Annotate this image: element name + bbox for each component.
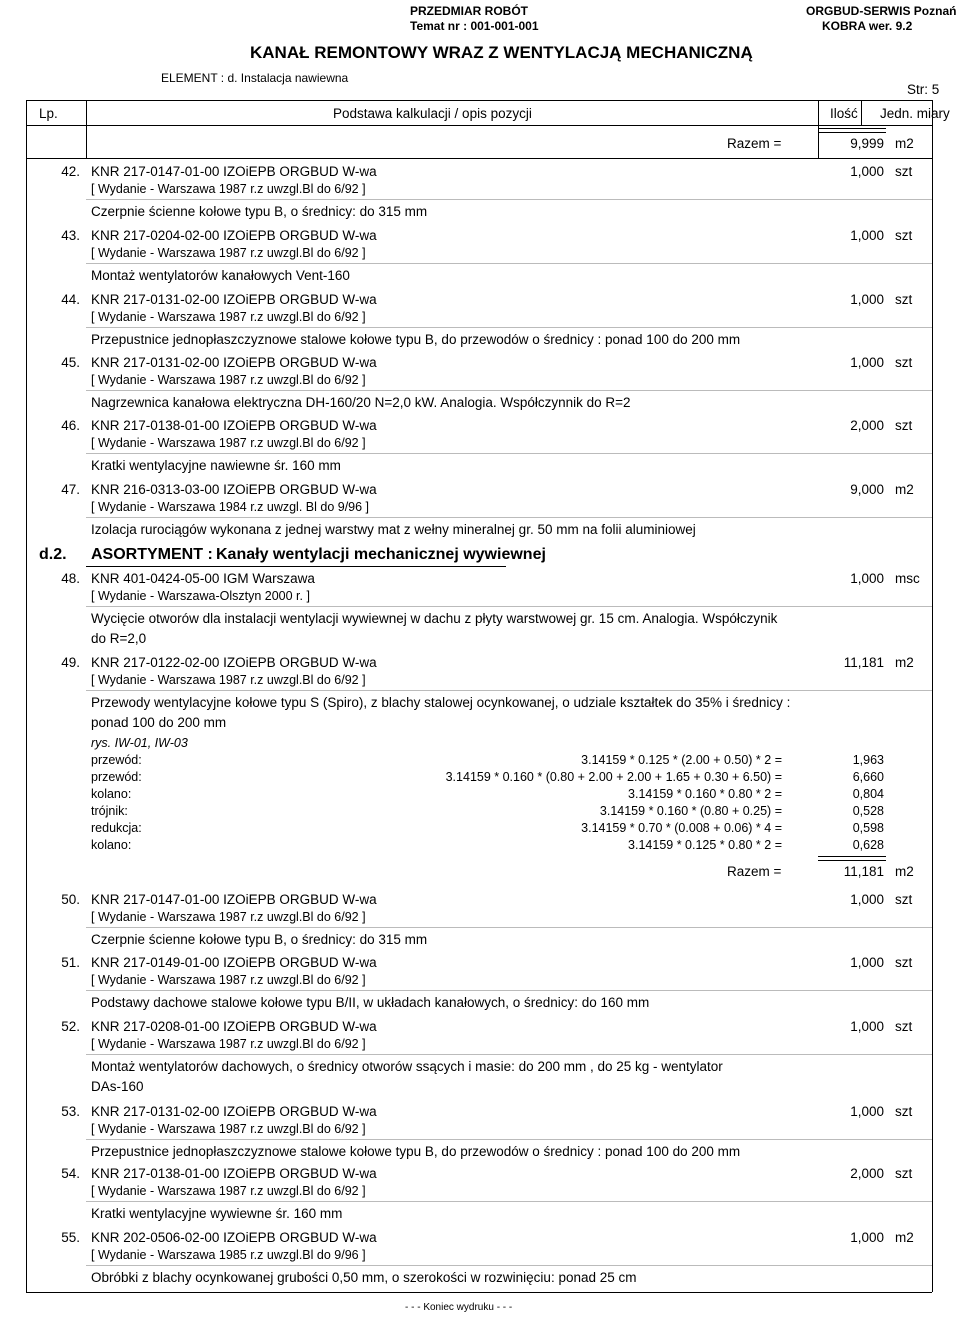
item-quantity: 2,000: [850, 418, 884, 433]
section-title: Kanały wentylacji mechanicznej wywiewnej: [216, 546, 546, 563]
item-separator: [86, 927, 932, 928]
topic-number: Temat nr : 001-001-001: [410, 19, 539, 33]
item-number: 46.: [61, 418, 80, 433]
item-number: 51.: [61, 955, 80, 970]
item-reference: [ Wydanie - Warszawa 1987 r.z uwzgl.Bl do 6/92 ]: [91, 1184, 366, 1198]
item-description: Czerpnie ścienne kołowe typu B, o średnicy: do 315 mm: [91, 932, 428, 947]
item-number: 45.: [61, 355, 80, 370]
calc-label: przewód:: [91, 753, 142, 767]
item-separator: [86, 327, 932, 328]
item-separator: [86, 1139, 932, 1140]
item-separator: [86, 453, 932, 454]
razem-unit: m2: [895, 864, 914, 879]
item-number: 55.: [61, 1230, 80, 1245]
item-separator: [86, 690, 932, 691]
razem-label: Razem =: [727, 864, 782, 879]
item-code: KNR 217-0138-01-00 IZOiEPB ORGBUD W-wa: [91, 1166, 377, 1181]
calc-label: kolano:: [91, 787, 132, 801]
item-separator: [86, 1054, 932, 1055]
item-quantity: 9,000: [850, 482, 884, 497]
item-description: Kratki wentylacyjne nawiewne śr. 160 mm: [91, 458, 341, 473]
item-number: 47.: [61, 482, 80, 497]
item-description: Montaż wentylatorów kanałowych Vent-160: [91, 268, 350, 283]
calc-formula: 3.14159 * 0.125 * 0.80 * 2 =: [628, 838, 782, 852]
item-description: Obróbki z blachy ocynkowanej grubości 0,50 mm, o szerokości w rozwinięciu: ponad 25 cm: [91, 1270, 637, 1285]
item-reference: [ Wydanie - Warszawa 1985 r.z uwzgl.Bl do 9/96 ]: [91, 1248, 366, 1262]
calc-formula: 3.14159 * 0.160 * (0.80 + 0.25) =: [599, 804, 782, 818]
item-description: Izolacja rurociągów wykonana z jednej warstwy mat z wełny mineralnej gr. 50 mm na folii aluminiowej: [91, 522, 696, 537]
col-unit: Jedn. miary: [880, 106, 950, 121]
item-reference: [ Wydanie - Warszawa 1987 r.z uwzgl.Bl do 6/92 ]: [91, 1122, 366, 1136]
item-code: KNR 217-0147-01-00 IZOiEPB ORGBUD W-wa: [91, 164, 377, 179]
item-reference: [ Wydanie - Warszawa 1987 r.z uwzgl.Bl do 6/92 ]: [91, 436, 366, 450]
item-code: KNR 216-0313-03-00 IZOiEPB ORGBUD W-wa: [91, 482, 377, 497]
item-number: 49.: [61, 655, 80, 670]
calc-label: trójnik:: [91, 804, 128, 818]
item-description: Wycięcie otworów dla instalacji wentylacji wywiewnej w dachu z płyty warstwowej gr. 15 cm. Analogia. Współczynik: [91, 611, 778, 626]
item-unit: m2: [895, 482, 914, 497]
item-description: Czerpnie ścienne kołowe typu B, o średnicy: do 315 mm: [91, 204, 428, 219]
razem-top-label: Razem =: [727, 136, 782, 151]
razem-value: 11,181: [843, 864, 884, 879]
item-number: 52.: [61, 1019, 80, 1034]
item-unit: szt: [895, 955, 913, 970]
calc-value: 1,963: [852, 753, 884, 767]
calc-formula: 3.14159 * 0.160 * (0.80 + 2.00 + 2.00 + 1.65 + 0.30 + 6.50) =: [445, 770, 782, 784]
item-code: KNR 217-0149-01-00 IZOiEPB ORGBUD W-wa: [91, 955, 377, 970]
item-description: Nagrzewnica kanałowa elektryczna DH-160/20 N=2,0 kW. Analogia. Współczynnik do R=2: [91, 395, 631, 410]
section-number: d.2.: [39, 546, 67, 563]
item-code: KNR 217-0131-02-00 IZOiEPB ORGBUD W-wa: [91, 355, 377, 370]
item-separator: [86, 199, 932, 200]
item-code: KNR 217-0131-02-00 IZOiEPB ORGBUD W-wa: [91, 1104, 377, 1119]
item-quantity: 1,000: [850, 955, 884, 970]
item-unit: szt: [895, 418, 913, 433]
item-unit: szt: [895, 1019, 913, 1034]
item-description: Przepustnice jednopłaszczyznowe stalowe kołowe typu B, do przewodów o średnicy : ponad 100 do 200 mm: [91, 332, 741, 347]
item-unit: m2: [895, 655, 914, 670]
item-separator: [86, 990, 932, 991]
item-number: 42.: [61, 164, 80, 179]
razem-top-value: 9,999: [850, 136, 884, 151]
calc-value: 0,528: [852, 804, 884, 818]
item-quantity: 2,000: [850, 1166, 884, 1181]
item-number: 54.: [61, 1166, 80, 1181]
drawing-reference: rys. IW-01, IW-03: [91, 736, 188, 750]
item-unit: szt: [895, 355, 913, 370]
item-number: 44.: [61, 292, 80, 307]
item-separator: [86, 1201, 932, 1202]
item-unit: szt: [895, 164, 913, 179]
item-description: Przepustnice jednopłaszczyznowe stalowe kołowe typu B, do przewodów o średnicy : ponad 100 do 200 mm: [91, 1144, 741, 1159]
item-reference: [ Wydanie - Warszawa 1987 r.z uwzgl.Bl do 6/92 ]: [91, 182, 366, 196]
item-code: KNR 401-0424-05-00 IGM Warszawa: [91, 571, 315, 586]
item-quantity: 1,000: [850, 571, 884, 586]
calc-value: 0,628: [852, 838, 884, 852]
item-quantity: 1,000: [850, 892, 884, 907]
item-separator: [86, 517, 932, 518]
item-reference: [ Wydanie - Warszawa 1987 r.z uwzgl.Bl do 6/92 ]: [91, 673, 366, 687]
item-quantity: 1,000: [850, 228, 884, 243]
item-quantity: 1,000: [850, 1104, 884, 1119]
col-basis: Podstawa kalkulacji / opis pozycji: [333, 106, 532, 121]
item-description: DAs-160: [91, 1079, 144, 1094]
element-label: ELEMENT : d. Instalacja nawiewna: [161, 71, 349, 85]
calc-label: przewód:: [91, 770, 142, 784]
item-code: KNR 202-0506-02-00 IZOiEPB ORGBUD W-wa: [91, 1230, 377, 1245]
end-of-print: - - - Koniec wydruku - - -: [405, 1302, 513, 1313]
item-separator: [86, 606, 932, 607]
software-version: KOBRA wer. 9.2: [822, 19, 913, 33]
item-description: do R=2,0: [91, 631, 147, 646]
calc-value: 0,598: [852, 821, 884, 835]
item-description: Przewody wentylacyjne kołowe typu S (Spiro), z blachy stalowej ocynkowanej, o udziale kształtek do 35% i średnicy :: [91, 695, 791, 710]
item-code: KNR 217-0138-01-00 IZOiEPB ORGBUD W-wa: [91, 418, 377, 433]
calc-formula: 3.14159 * 0.70 * (0.008 + 0.06) * 4 =: [581, 821, 782, 835]
calc-value: 0,804: [852, 787, 884, 801]
item-code: KNR 217-0147-01-00 IZOiEPB ORGBUD W-wa: [91, 892, 377, 907]
item-code: KNR 217-0208-01-00 IZOiEPB ORGBUD W-wa: [91, 1019, 377, 1034]
document-title: KANAŁ REMONTOWY WRAZ Z WENTYLACJĄ MECHANICZNĄ: [250, 43, 753, 62]
doc-type: PRZEDMIAR ROBÓT: [410, 4, 528, 18]
col-qty: Ilość: [830, 106, 858, 121]
item-number: 50.: [61, 892, 80, 907]
item-code: KNR 217-0122-02-00 IZOiEPB ORGBUD W-wa: [91, 655, 377, 670]
calc-value: 6,660: [852, 770, 884, 784]
calc-formula: 3.14159 * 0.125 * (2.00 + 0.50) * 2 =: [581, 753, 782, 767]
item-reference: [ Wydanie - Warszawa 1987 r.z uwzgl.Bl do 6/92 ]: [91, 373, 366, 387]
razem-top-unit: m2: [895, 136, 914, 151]
item-reference: [ Wydanie - Warszawa-Olsztyn 2000 r. ]: [91, 589, 310, 603]
item-separator: [86, 1265, 932, 1266]
page-number: Str: 5: [907, 82, 940, 97]
item-unit: szt: [895, 228, 913, 243]
item-description: Podstawy dachowe stalowe kołowe typu B/II, w układach kanałowych, o średnicy: do 160 mm: [91, 995, 650, 1010]
item-code: KNR 217-0204-02-00 IZOiEPB ORGBUD W-wa: [91, 228, 377, 243]
item-unit: szt: [895, 1166, 913, 1181]
item-reference: [ Wydanie - Warszawa 1987 r.z uwzgl.Bl do 6/92 ]: [91, 1037, 366, 1051]
item-unit: szt: [895, 892, 913, 907]
item-number: 43.: [61, 228, 80, 243]
item-quantity: 1,000: [850, 1230, 884, 1245]
item-reference: [ Wydanie - Warszawa 1987 r.z uwzgl.Bl do 6/92 ]: [91, 310, 366, 324]
razem-rule: [818, 856, 886, 861]
item-description: Kratki wentylacyjne wywiewne śr. 160 mm: [91, 1206, 343, 1221]
item-reference: [ Wydanie - Warszawa 1987 r.z uwzgl.Bl do 6/92 ]: [91, 910, 366, 924]
item-description: Montaż wentylatorów dachowych, o średnicy otworów ssących i masie: do 200 mm , do 25 kg - wentylator: [91, 1059, 723, 1074]
item-reference: [ Wydanie - Warszawa 1984 r.z uwzgl. Bl do 9/96 ]: [91, 500, 370, 514]
item-unit: m2: [895, 1230, 914, 1245]
calc-label: kolano:: [91, 838, 132, 852]
item-code: KNR 217-0131-02-00 IZOiEPB ORGBUD W-wa: [91, 292, 377, 307]
item-quantity: 1,000: [850, 164, 884, 179]
item-unit: szt: [895, 292, 913, 307]
item-reference: [ Wydanie - Warszawa 1987 r.z uwzgl.Bl do 6/92 ]: [91, 246, 366, 260]
calc-formula: 3.14159 * 0.160 * 0.80 * 2 =: [628, 787, 782, 801]
col-lp: Lp.: [39, 106, 58, 121]
item-number: 53.: [61, 1104, 80, 1119]
item-unit: szt: [895, 1104, 913, 1119]
item-quantity: 1,000: [850, 355, 884, 370]
item-quantity: 1,000: [850, 292, 884, 307]
item-reference: [ Wydanie - Warszawa 1987 r.z uwzgl.Bl do 6/92 ]: [91, 973, 366, 987]
calc-label: redukcja:: [91, 821, 142, 835]
section-label: ASORTYMENT :: [91, 546, 213, 563]
item-number: 48.: [61, 571, 80, 586]
item-quantity: 11,181: [843, 655, 884, 670]
item-unit: msc: [895, 571, 920, 586]
item-separator: [86, 263, 932, 264]
item-separator: [86, 390, 932, 391]
company-name: ORGBUD-SERWIS Poznań: [806, 4, 957, 18]
item-quantity: 1,000: [850, 1019, 884, 1034]
item-description: ponad 100 do 200 mm: [91, 715, 227, 730]
